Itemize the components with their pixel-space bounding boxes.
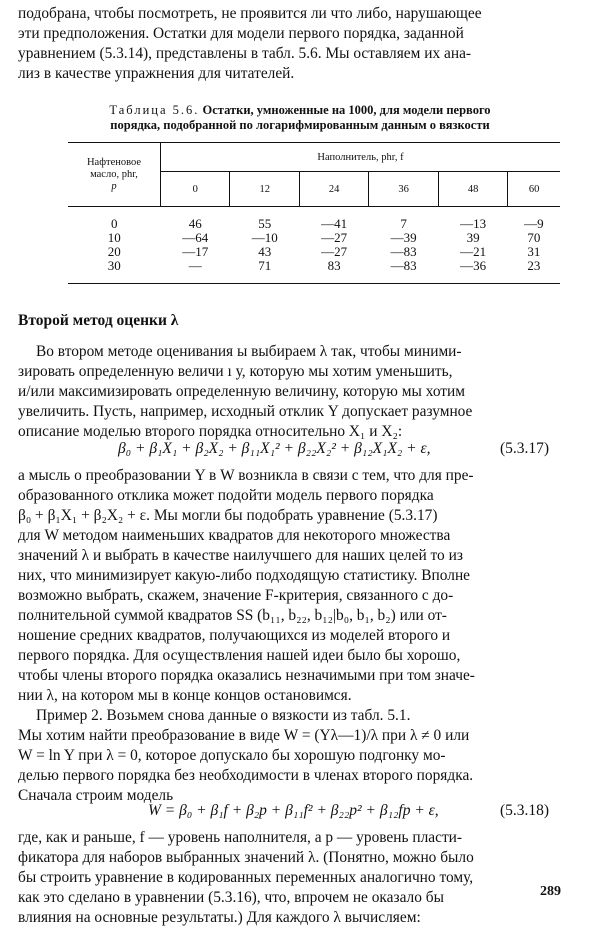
text-line: лиз в качестве упражнения для читателей. [18,65,295,82]
text-line: значений λ и выбрать в качестве наилучшего для наших целей то из [18,547,463,564]
table-cell: 7 [400,216,407,231]
table-cell: —64 [182,230,209,245]
equation-5-3-18: W = β₀ + β₁f + β₂p + β₁₁f² + β₂₂p² + β₁₂fp + ε, [148,802,439,819]
page-number: 289 [540,884,561,899]
text-line: возможно выбрать, скажем, значение F-критерия, связанного с до- [18,587,454,604]
text-line: делью первого порядка без необходимости в членах второго порядка. [18,767,474,784]
text-line: описание моделью второго порядка относительно X₁ и X₂: [18,423,403,440]
column-group-header: Наполнитель, phr, f [161,143,561,172]
table-cell: 70 [527,230,541,245]
table-cell: 83 [327,258,341,273]
table-cell: —39 [390,230,417,245]
table-cell: —9 [524,216,544,231]
text-line: подобрана, чтобы посмотреть, не проявится ли что либо, нарушающее [18,5,482,22]
text-line: уравнением (5.3.14), представлены в табл. 5.6. Мы оставляем их ана- [18,45,472,62]
text-line: Пример 2. Возьмем снова данные о вязкости из табл. 5.1. [36,707,411,724]
text-line: как это сделано в уравнении (5.3.16), что, впрочем не оказало бы [18,889,444,906]
row-header-line2: масло, phr, [90,168,138,180]
row-p-value: 0 [111,216,118,231]
table-cell: 39 [466,230,480,245]
paragraph-explanation [18,466,570,706]
text-line: первого порядка. Для осуществления нашей идеи было бы хорошо, [18,647,461,664]
text-line: Во втором методе оценивания ы выбираем λ так, чтобы миними- [36,343,462,360]
text-line: Сначала строим модель [18,787,174,804]
equation-number: (5.3.17) [500,440,550,457]
text-line: образованного отклика может подойти модель первого порядка [18,487,434,504]
table-caption-line2: порядка, подобранной по логарифмированным данным о вязкости [110,118,490,132]
text-line: эти предположения. Остатки для модели первого порядка, заданной [18,25,464,42]
row-header-cell [68,143,161,207]
paragraph-example [18,706,570,806]
table-cell: —21 [460,244,487,259]
text-line: увеличить. Пусть, например, исходный отклик Y допускает разумное [18,403,473,420]
paragraph-method [18,342,570,442]
table-cell: —10 [251,230,278,245]
residuals-table [68,142,560,284]
table-cell: 46 [188,216,202,231]
table-cell: —27 [321,230,348,245]
table-caption [30,103,570,133]
table-row [68,245,560,259]
text-line: и/или максимизировать определенную величину, которую мы хотим [18,383,466,400]
text-line: где, как и раньше, f — уровень наполнителя, а p — уровень пласти- [18,829,463,846]
table-cell: —41 [321,216,348,231]
row-header-line3: p [111,180,117,192]
table-cell: —36 [460,258,487,273]
table-cell: —13 [460,216,487,231]
text-line: а мысль о преобразовании Y в W возникла в связи с тем, что для пре- [18,467,474,484]
intro-paragraph [18,4,570,84]
table-label: Таблица 5.6. [109,103,200,117]
equation-5-3-17: β₀ + β₁X₁ + β₂X₂ + β₁₁X₁² + β₂₂X₂² + β₁₂X₁X₂ + ε, [118,440,431,457]
column-header: 48 [438,172,507,207]
text-line: них, что минимизирует какую-либо подходящую статистику. Вполне [18,567,471,584]
equation-number: (5.3.18) [500,802,550,819]
section-heading: Второй метод оценки λ [18,312,179,329]
table-row [68,207,560,232]
column-header: 12 [230,172,299,207]
table-cell: —17 [182,244,209,259]
text-line: полнительной суммой квадратов SS (b₁₁, b₂₂, b₁₂|b₀, b₁, b₂) или от- [18,607,447,624]
text-line: ношение средних квадратов, получающихся из моделей второго и [18,627,451,644]
table-cell: 55 [258,216,272,231]
row-header-line1: Нафтеновое [86,156,142,168]
text-line: нии λ, на котором мы в конце концов остановимся. [18,687,352,704]
table-caption-line1: Остатки, умноженные на 1000, для модели первого [202,103,491,117]
column-header: 24 [299,172,368,207]
table-cell: —27 [321,244,348,259]
text-line: для W методом наименьших квадратов для некоторого множества [18,527,451,544]
text-line: фикатора для наборов выбранных значений λ. (Понятно, можно было [18,849,474,866]
table-cell: —83 [390,244,417,259]
column-header: 36 [369,172,438,207]
column-header: 0 [161,172,230,207]
text-line: W = ln Y при λ = 0, которое допускало бы хорошую подгонку мо- [18,747,446,764]
row-p-value: 10 [107,230,121,245]
text-line: β₀ + β₁X₁ + β₂X₂ + ε. Мы могли бы подобрать уравнение (5.3.17) [18,507,438,524]
table-row [68,259,560,284]
table-cell: 71 [258,258,272,273]
text-line: зировать определенную величи ı у, которую мы хотим уменьшить, [18,363,453,380]
table-cell: 23 [527,258,541,273]
paragraph-conclusion [18,828,570,928]
table-cell: — [188,258,202,273]
table-cell: —83 [390,258,417,273]
table-cell: 43 [258,244,272,259]
column-header: 60 [508,172,560,207]
table-cell: 31 [527,244,541,259]
text-line: Мы хотим найти преобразование в виде W = (Yλ—1)/λ при λ ≠ 0 или [18,727,470,744]
text-line: влияния на основные результаты.) Для каждого λ вычисляем: [18,909,421,926]
row-p-value: 20 [107,244,121,259]
row-p-value: 30 [107,258,121,273]
table-row [68,231,560,245]
text-line: бы строить уравнение в кодированных переменных аналогично тому, [18,869,474,886]
text-line: чтобы члены второго порядка оказались незначимыми при том значе- [18,667,475,684]
